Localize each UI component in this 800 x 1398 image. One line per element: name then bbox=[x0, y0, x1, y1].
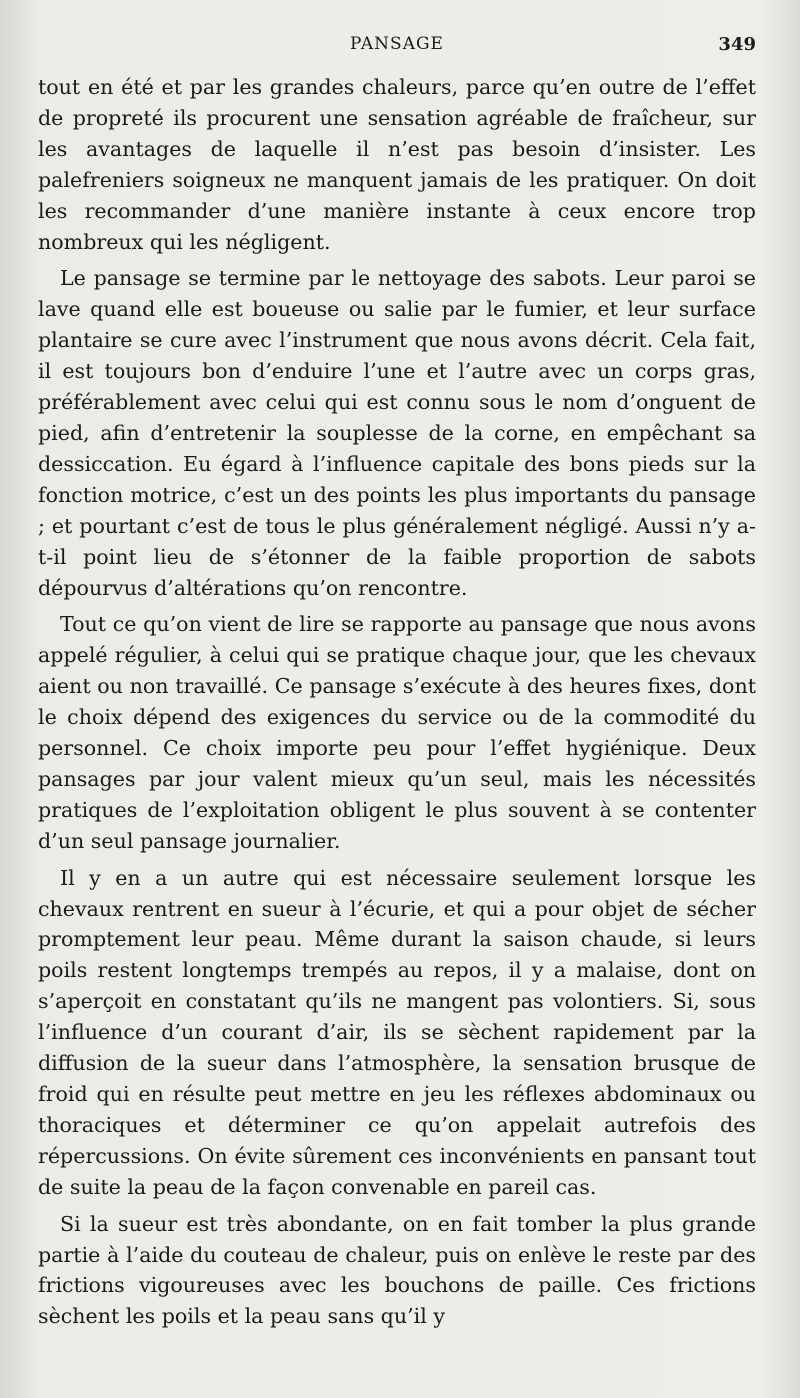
paragraph-sabots: Le pansage se termine par le nettoyage des sabots. Leur paroi se lave quand elle est boueuse ou salie par le fumier, et leur surface plantaire se cure avec l’instrument que nous avons décrit. Cela fait, il est toujours bon d’enduire l’une et l’autre avec un corps gras, préférablement avec celui qui est connu sous le nom d’onguent de pied, afin d’entretenir la souplesse de la corne, en empêchant sa dessiccation. Eu égard à l’influence capitale des bons pieds sur la fonction motrice, c’est un des points les plus importants du pansage ; et pourtant c’est de tous le plus généralement négligé. Aussi n’y a-t-il point lieu de s’étonner de la faible proportion de sabots dépourvus d’altérations qu’on rencontre. bbox=[38, 266, 756, 600]
body-text bbox=[38, 72, 756, 1332]
paragraph-pansage-sueur: Il y en a un autre qui est nécessaire seulement lorsque les chevaux rentrent en sueur à l’écurie, et qui a pour objet de sécher promptement leur peau. Même durant la saison chaude, si leurs poils restent longtemps trempés au repos, il y a malaise, dont on s’aperçoit en constatant qu’ils ne mangent pas volontiers. Si, sous l’influence d’un courant d’air, ils se sèchent rapidement par la diffusion de la sueur dans l’atmosphère, la sensation brusque de froid qui en résulte peut mettre en jeu les réflexes abdominaux ou thoraciques et déterminer ce qu’on appelait autrefois des répercussions. On évite sûrement ces inconvénients en pansant tout de suite la peau de la façon convenable en pareil cas. bbox=[38, 865, 756, 1199]
paragraph-pansage-regulier: Tout ce qu’on vient de lire se rapporte au pansage que nous avons appelé régulier, à celui qui se pratique chaque jour, que les chevaux aient ou non travaillé. Ce pansage s’exécute à des heures fixes, dont le choix dépend des exigences du service ou de la commodité du personnel. Ce choix importe peu pour l’effet hygiénique. Deux pansages par jour valent mieux qu’un seul, mais les nécessités pratiques de l’exploitation obligent le plus souvent à se contenter d’un seul pansage journalier. bbox=[38, 612, 756, 853]
running-title: PANSAGE bbox=[350, 34, 444, 54]
page-header bbox=[38, 30, 756, 60]
page-number: 349 bbox=[718, 34, 756, 55]
paragraph-sueur-abondante: Si la sueur est très abondante, on en fait tomber la plus grande partie à l’aide du couteau de chaleur, puis on enlève le reste par des frictions vigoureuses avec les bouchons de paille. Ces frictions sèchent les poils et la peau sans qu’il y bbox=[38, 1211, 756, 1329]
paragraph-continued: tout en été et par les grandes chaleurs, parce qu’en outre de l’effet de propreté ils procurent une sensation agréable de fraîcheur, sur les avantages de laquelle il n’est pas besoin d’insister. Les palefreniers soigneux ne manquent jamais de les pratiquer. On doit les recommander d’une manière instante à ceux encore trop nombreux qui les négligent. bbox=[38, 75, 756, 254]
